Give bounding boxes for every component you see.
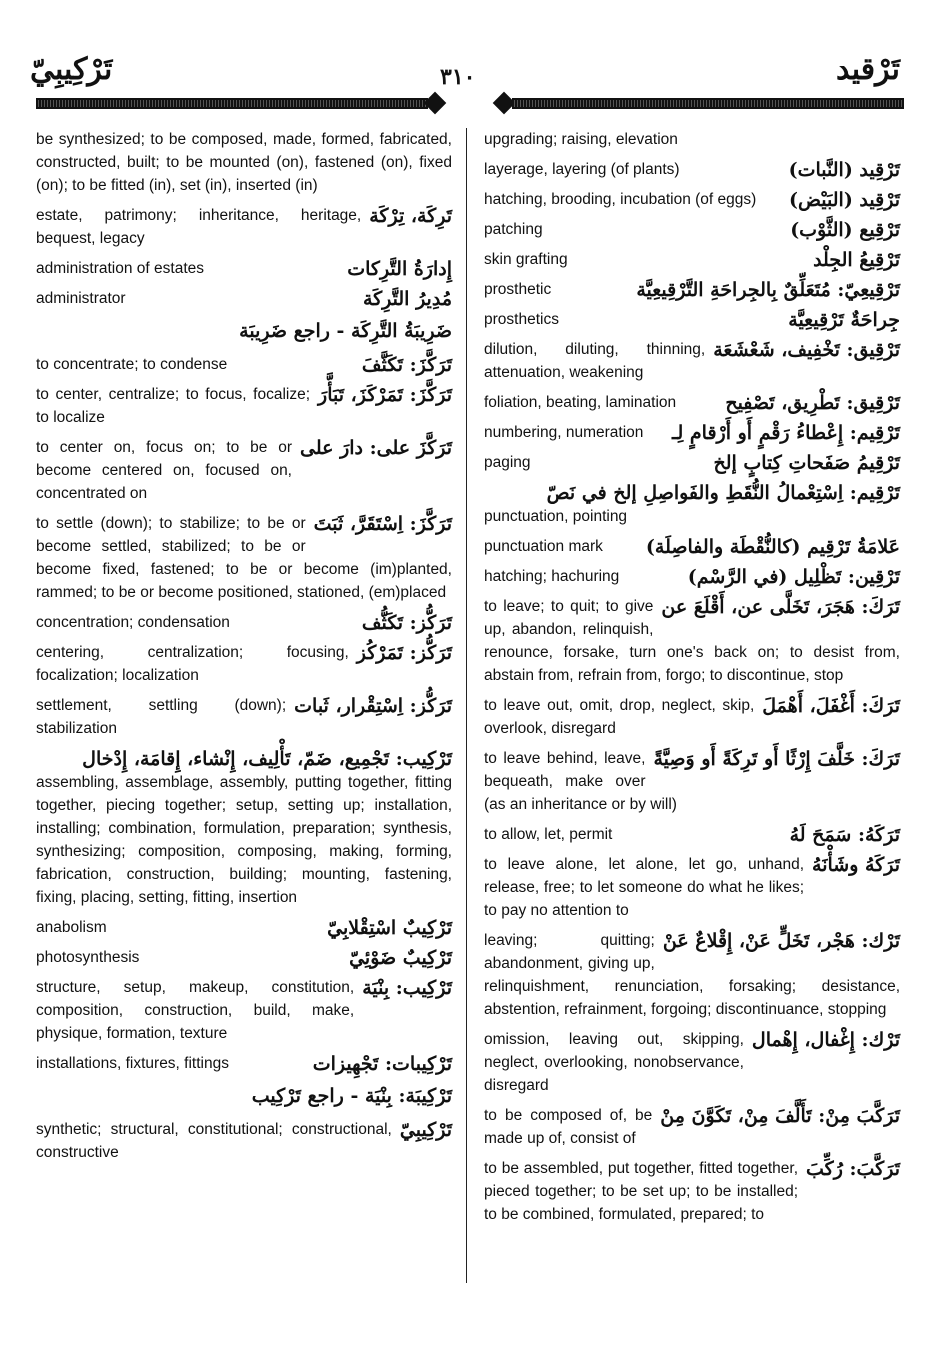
english-definition: skin grafting <box>484 251 568 268</box>
english-definition: installations, fixtures, fittings <box>36 1055 229 1072</box>
arabic-headword: تَرْقِيم: إِعْطاءُ رَقْمٍ أَو أَرْقامٍ لِـ <box>671 422 900 444</box>
arabic-headword: تَرْقِيق: تَطْرِيق، تَصْفِيح <box>725 392 900 414</box>
dictionary-entry <box>484 929 900 1021</box>
arabic-headword: تَرْقِيعِيّ: مُتَعَلِّقٌ بِالجِراحَةِ التَّرْقِيعِيَّة <box>636 279 900 301</box>
arabic-headword: تَرْقِيق: تَخْفِيف، شَعْشَعَة <box>713 339 900 361</box>
dictionary-entry <box>36 317 452 345</box>
dictionary-entry <box>36 1052 452 1075</box>
english-definition: prosthetic <box>484 281 552 298</box>
arabic-headword: تَرَكُّز: تَمَرْكُز <box>356 642 452 664</box>
english-definition: numbering, numeration <box>484 424 644 441</box>
arabic-headword: تَرْقِيم: اِسْتِعْمالُ النُّقَطِ والفَواصِلِ إلخ في نَصّ <box>546 482 900 504</box>
arabic-headword: تَرْقِيعُ الجِلْد <box>813 249 900 271</box>
english-definition: settlement, settling (down); stabilization <box>36 697 287 737</box>
arabic-headword: تَرِكَة، تِرْكَة <box>369 205 452 227</box>
dictionary-entry <box>484 308 900 331</box>
dictionary-entry <box>36 976 452 1045</box>
english-definition: photosynthesis <box>36 949 140 966</box>
dictionary-entry <box>484 218 900 241</box>
header-rule-right <box>512 98 904 109</box>
english-definition: anabolism <box>36 919 107 936</box>
arabic-headword: إِدارَةُ التَّرِكات <box>347 258 452 280</box>
english-definition: layerage, layering (of plants) <box>484 161 680 178</box>
arabic-headword: تَرَكَهُ: سَمَحَ لَهُ <box>789 824 900 846</box>
english-definition: punctuation, pointing <box>484 508 628 525</box>
english-definition: to concentrate; to condense <box>36 356 228 373</box>
english-definition: to leave behind, leave, bequeath, make over (as an inheritance or by will) <box>484 750 677 813</box>
arabic-headword: تَرْك: إِغْفال، إِهْمال <box>751 1029 900 1051</box>
dictionary-entry <box>36 353 452 376</box>
english-definition: to settle (down); to stabilize; to be or become settled, stabilized; to be or become fixed, fastened; to be or become (im)planted, rammed; to be or become positioned, stationed, (em)placed <box>36 515 452 601</box>
arabic-headword: تَرْكِيبٌ اسْتِقْلابِيّ <box>327 917 452 939</box>
arabic-headword: تَرَكَّزَ: تَكَثَّفَ <box>361 354 452 376</box>
dictionary-entry <box>36 383 452 429</box>
arabic-headword: جِراحَةٌ تَرْقِيعِيَّة <box>788 309 900 331</box>
english-definition: punctuation mark <box>484 538 603 555</box>
english-definition: to leave alone, let alone, let go, unhand, release, free; to let someone do what he likes; to pay no attention to <box>484 856 805 919</box>
english-definition: foliation, beating, lamination <box>484 394 677 411</box>
arabic-headword: تَرَكَ: أَغْفَلَ، أَهْمَلَ <box>762 695 900 717</box>
arabic-headword: تَرْكِيبِيّ <box>399 1119 452 1141</box>
dictionary-entry <box>36 694 452 740</box>
arabic-headword: تَرْكِيب: تَجْمِيع، ضَمّ، تَأْلِيف، إِنْشاء، إِقامَة، إِدْخال <box>82 748 452 770</box>
english-definition: to center, centralize; to focus, focalize; to localize <box>36 386 311 426</box>
header-rule-left <box>36 98 428 109</box>
dictionary-entry <box>36 641 452 687</box>
dictionary-entry <box>36 128 452 197</box>
dictionary-entry <box>36 436 452 505</box>
dictionary-entry <box>484 338 900 384</box>
english-definition: leaving; quitting; abandonment, giving up, relinquishment, renunciation, forsaking; desistance, abstention, refrainment, forgoing; discontinuance, stopping <box>484 932 900 1018</box>
english-definition: be synthesized; to be composed, made, formed, fabricated, constructed, built; to be mounted (on), fastened (on), fixed (on); to be fitted (in), set (in), inserted (in) <box>36 131 452 194</box>
arabic-headword: تَرَكَ: هَجَرَ، تَخَلَّى عن، أَقْلَعَ عن <box>661 596 900 618</box>
dictionary-entry <box>36 204 452 250</box>
english-definition: hatching; hachuring <box>484 568 620 585</box>
dictionary-entry <box>484 128 900 151</box>
english-definition: upgrading; raising, elevation <box>484 131 678 148</box>
english-definition: estate, patrimony; inheritance, heritage, bequest, legacy <box>36 207 362 247</box>
dictionary-entry <box>36 257 452 280</box>
dictionary-entry <box>36 916 452 939</box>
english-definition: patching <box>484 221 543 238</box>
dictionary-entry <box>36 747 452 909</box>
english-definition: prosthetics <box>484 311 559 328</box>
english-definition: to allow, let, permit <box>484 826 613 843</box>
dictionary-entry <box>36 611 452 634</box>
arabic-headword: تَرَكَ: خَلَّفَ إِرْثًا أَو تَرِكَةً أَو وَصِيَّةً <box>653 748 900 770</box>
english-definition: to be composed of, be made up of, consist of <box>484 1107 653 1147</box>
arabic-headword: تَرْك: هَجْر، تَخَلٍّ عَنْ، إِقْلاعٌ عَنْ <box>662 930 900 952</box>
dictionary-entry <box>36 512 452 604</box>
arabic-headword: تَرَكَّبَ مِنْ: تَأَلَّفَ مِنْ، تَكَوَّنَ مِنْ <box>660 1105 900 1127</box>
dictionary-entry <box>484 421 900 444</box>
dictionary-entry <box>484 595 900 687</box>
english-definition: hatching, brooding, incubation (of eggs) <box>484 191 757 208</box>
dictionary-entry <box>484 565 900 588</box>
left-column <box>36 128 452 1171</box>
english-definition: centering, centralization; focusing, focalization; localization <box>36 644 349 684</box>
dictionary-entry <box>36 287 452 310</box>
page-number: ٣١٠ <box>440 64 476 90</box>
arabic-headword: عَلامَةُ تَرْقِيم (كالنُّقْطَة والفاصِلَة) <box>645 536 900 558</box>
header-ornament-left <box>424 92 447 115</box>
dictionary-entry <box>484 823 900 846</box>
arabic-headword: تَرْقِيمُ صَفَحاتِ كِتابٍ إلخ <box>713 452 900 474</box>
english-definition: dilution, diluting, thinning, attenuation, weakening <box>484 341 706 381</box>
dictionary-entry <box>484 853 900 922</box>
arabic-headword: مُدِيرُ التَّرِكَة <box>362 288 452 310</box>
dictionary-entry <box>484 694 900 740</box>
arabic-headword: تَرَكُّز: تَكَثُّف <box>361 612 452 634</box>
dictionary-entry <box>484 188 900 211</box>
dictionary-entry <box>36 1118 452 1164</box>
arabic-headword: تَرْقِيد (البَيْض) <box>789 189 900 211</box>
english-definition: to leave; to quit; to give up, abandon, relinquish, renounce, forsake, turn one's back on; to desist from, abstain from, refrain from, forgo; to discontinue, stop <box>484 598 900 684</box>
arabic-headword: تَرْكِيب: بِنْيَة <box>362 977 452 999</box>
arabic-headword: تَرْكِيبات: تَجْهِيزات <box>312 1053 452 1075</box>
english-definition: paging <box>484 454 531 471</box>
right-column <box>484 128 900 1233</box>
english-definition: administrator <box>36 290 126 307</box>
dictionary-entry <box>484 248 900 271</box>
english-definition: synthetic; structural, constitutional; constructional, constructive <box>36 1121 392 1161</box>
running-head-right: تَرْقيد <box>835 52 900 87</box>
arabic-headword: تَرَكَهُ وشَأْنَهُ <box>812 854 900 876</box>
dictionary-entry <box>36 946 452 969</box>
dictionary-entry <box>484 451 900 474</box>
arabic-headword: تَرْكِيبٌ ضَوْئِيّ <box>349 947 452 969</box>
dictionary-entry <box>484 278 900 301</box>
dictionary-entry <box>484 481 900 528</box>
dictionary-entry <box>484 158 900 181</box>
english-definition: to leave out, omit, drop, neglect, skip, overlook, disregard <box>484 697 755 737</box>
arabic-headword: ضَرِيبَةُ التَّرِكَة - راجع ضَرِيبَة <box>239 320 452 342</box>
english-definition: administration of estates <box>36 260 205 277</box>
arabic-headword: تَرْقِيع (الثَّوْب) <box>790 219 900 241</box>
arabic-headword: تَرَكَّبَ: رُكِّبَ <box>806 1158 900 1180</box>
english-definition: to be assembled, put together, fitted together, pieced together; to be set up; to be installed; to be combined, formulated, prepared; to <box>484 1160 799 1223</box>
running-head-left: تَرْكِيبِيّ <box>30 52 113 87</box>
english-definition: omission, leaving out, skipping, neglect, overlooking, nonobservance, disregard <box>484 1031 744 1094</box>
dictionary-entry <box>484 391 900 414</box>
arabic-headword: تَرَكُّز: اِسْتِقْرار، ثَبات <box>294 695 452 717</box>
english-definition: to center on, focus on; to be or become centered on, focused on, concentrated on <box>36 439 292 502</box>
dictionary-entry <box>484 535 900 558</box>
english-definition: concentration; condensation <box>36 614 230 631</box>
arabic-headword: تَرَكَّزَ على: دارَ على <box>300 437 452 459</box>
dictionary-entry <box>484 747 900 816</box>
dictionary-entry <box>484 1104 900 1150</box>
english-definition: assembling, assemblage, assembly, putting together, fitting together, piecing together; setup, setting up; installation, installing; combination, formulation, preparation; synthesis, synthesizing; composition, composing, making, forming, fabrication, construction, building; mounting, fastening, fixing, placing, setting, fitting, insertion <box>36 774 452 906</box>
dictionary-entry <box>484 1157 900 1226</box>
english-definition: structure, setup, makeup, constitution, composition, construction, build, make, physique, formation, texture <box>36 979 355 1042</box>
arabic-headword: تَرْكِيبَة: بِنْيَة - راجع تَرْكِيب <box>251 1085 452 1107</box>
dictionary-entry <box>36 1082 452 1110</box>
column-divider <box>466 128 467 1283</box>
arabic-headword: تَرْقِيد (النَّبات) <box>788 159 900 181</box>
arabic-headword: تَرَكَّزَ: اِسْتَقَرَّ، ثَبَتَ <box>313 513 452 535</box>
dictionary-entry <box>484 1028 900 1097</box>
arabic-headword: تَرْقِين: تَظْلِيل (في الرَّسْم) <box>687 566 900 588</box>
arabic-headword: تَرَكَّزَ: تَمَرْكَزَ، تَبَأَّرَ <box>318 384 452 406</box>
